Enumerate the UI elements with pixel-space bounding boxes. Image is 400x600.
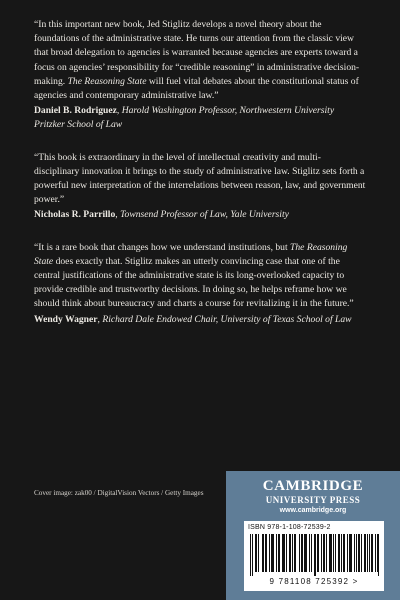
endorsement-quote: “It is a rare book that changes how we understand institutions, but The Reasoning State does exactly that. Stiglitz makes an utterly convincing case that one of the central justifications of the administrative state is its long-overlooked capacity to provide credible and trustworthy decisions. In doing so, he helps reframe how we should think about bureaucracy and charts a course for revitalizing it in the future.”: [34, 241, 354, 310]
publisher-panel: [226, 471, 400, 600]
endorsement-attribution: Nicholas R. Parrillo, Townsend Professor of Law, Yale University: [34, 209, 289, 221]
endorsement-1: [34, 18, 366, 133]
endorsements: [34, 18, 366, 345]
book-title-italic: The Reasoning State: [34, 241, 348, 267]
publisher-logo-name: CAMBRIDGE: [262, 478, 364, 494]
cover-image-credit: Cover image: zak00 / DigitalVision Vectors / Getty Images: [34, 489, 204, 497]
barcode-icon: [248, 534, 380, 576]
endorsement-quote: “In this important new book, Jed Stiglitz develops a novel theory about the foundations of the administrative state. He turns our attention from the classic view that broad delegation to agencies is warranted because agencies are experts toward a focus on agencies’ responsibility for “credible reasoning” in administrative decision-making. The Reasoning State will fuel vital debates about the constitutional status of agencies and contemporary administrative law.”: [34, 19, 360, 102]
endorsement-3: [34, 241, 366, 327]
book-title-italic: The Reasoning State: [67, 75, 147, 87]
isbn-text: ISBN 978-1-108-72539-2: [248, 524, 331, 531]
endorser-title: Richard Dale Endowed Chair, University of Texas School of Law: [102, 313, 352, 325]
endorser-name: Wendy Wagner: [34, 313, 98, 325]
endorser-name: Daniel B. Rodriguez: [34, 105, 117, 117]
endorsement-attribution: Daniel B. Rodriguez, Harold Washington Professor, Northwestern University Pritzker School of Law: [34, 105, 335, 131]
endorser-name: Nicholas R. Parrillo: [34, 209, 116, 221]
barcode-label: [244, 521, 384, 591]
endorser-title: Harold Washington Professor, Northwestern University Pritzker School of Law: [34, 105, 335, 131]
endorsement-2: [34, 151, 366, 223]
barcode-digits: 9 781108 725392 >: [269, 577, 359, 586]
endorsement-quote: “This book is extraordinary in the level of intellectual creativity and multi-disciplinary innovation it brings to the study of administrative law. Stiglitz sets forth a powerful new interpretation of the interrelations between reason, law, and government power.”: [34, 151, 366, 206]
endorsement-attribution: Wendy Wagner, Richard Dale Endowed Chair, University of Texas School of Law: [34, 313, 352, 325]
publisher-logo-sub: UNIVERSITY PRESS: [265, 495, 361, 505]
endorser-title: Townsend Professor of Law, Yale University: [120, 209, 289, 221]
publisher-url: www.cambridge.org: [279, 507, 347, 514]
